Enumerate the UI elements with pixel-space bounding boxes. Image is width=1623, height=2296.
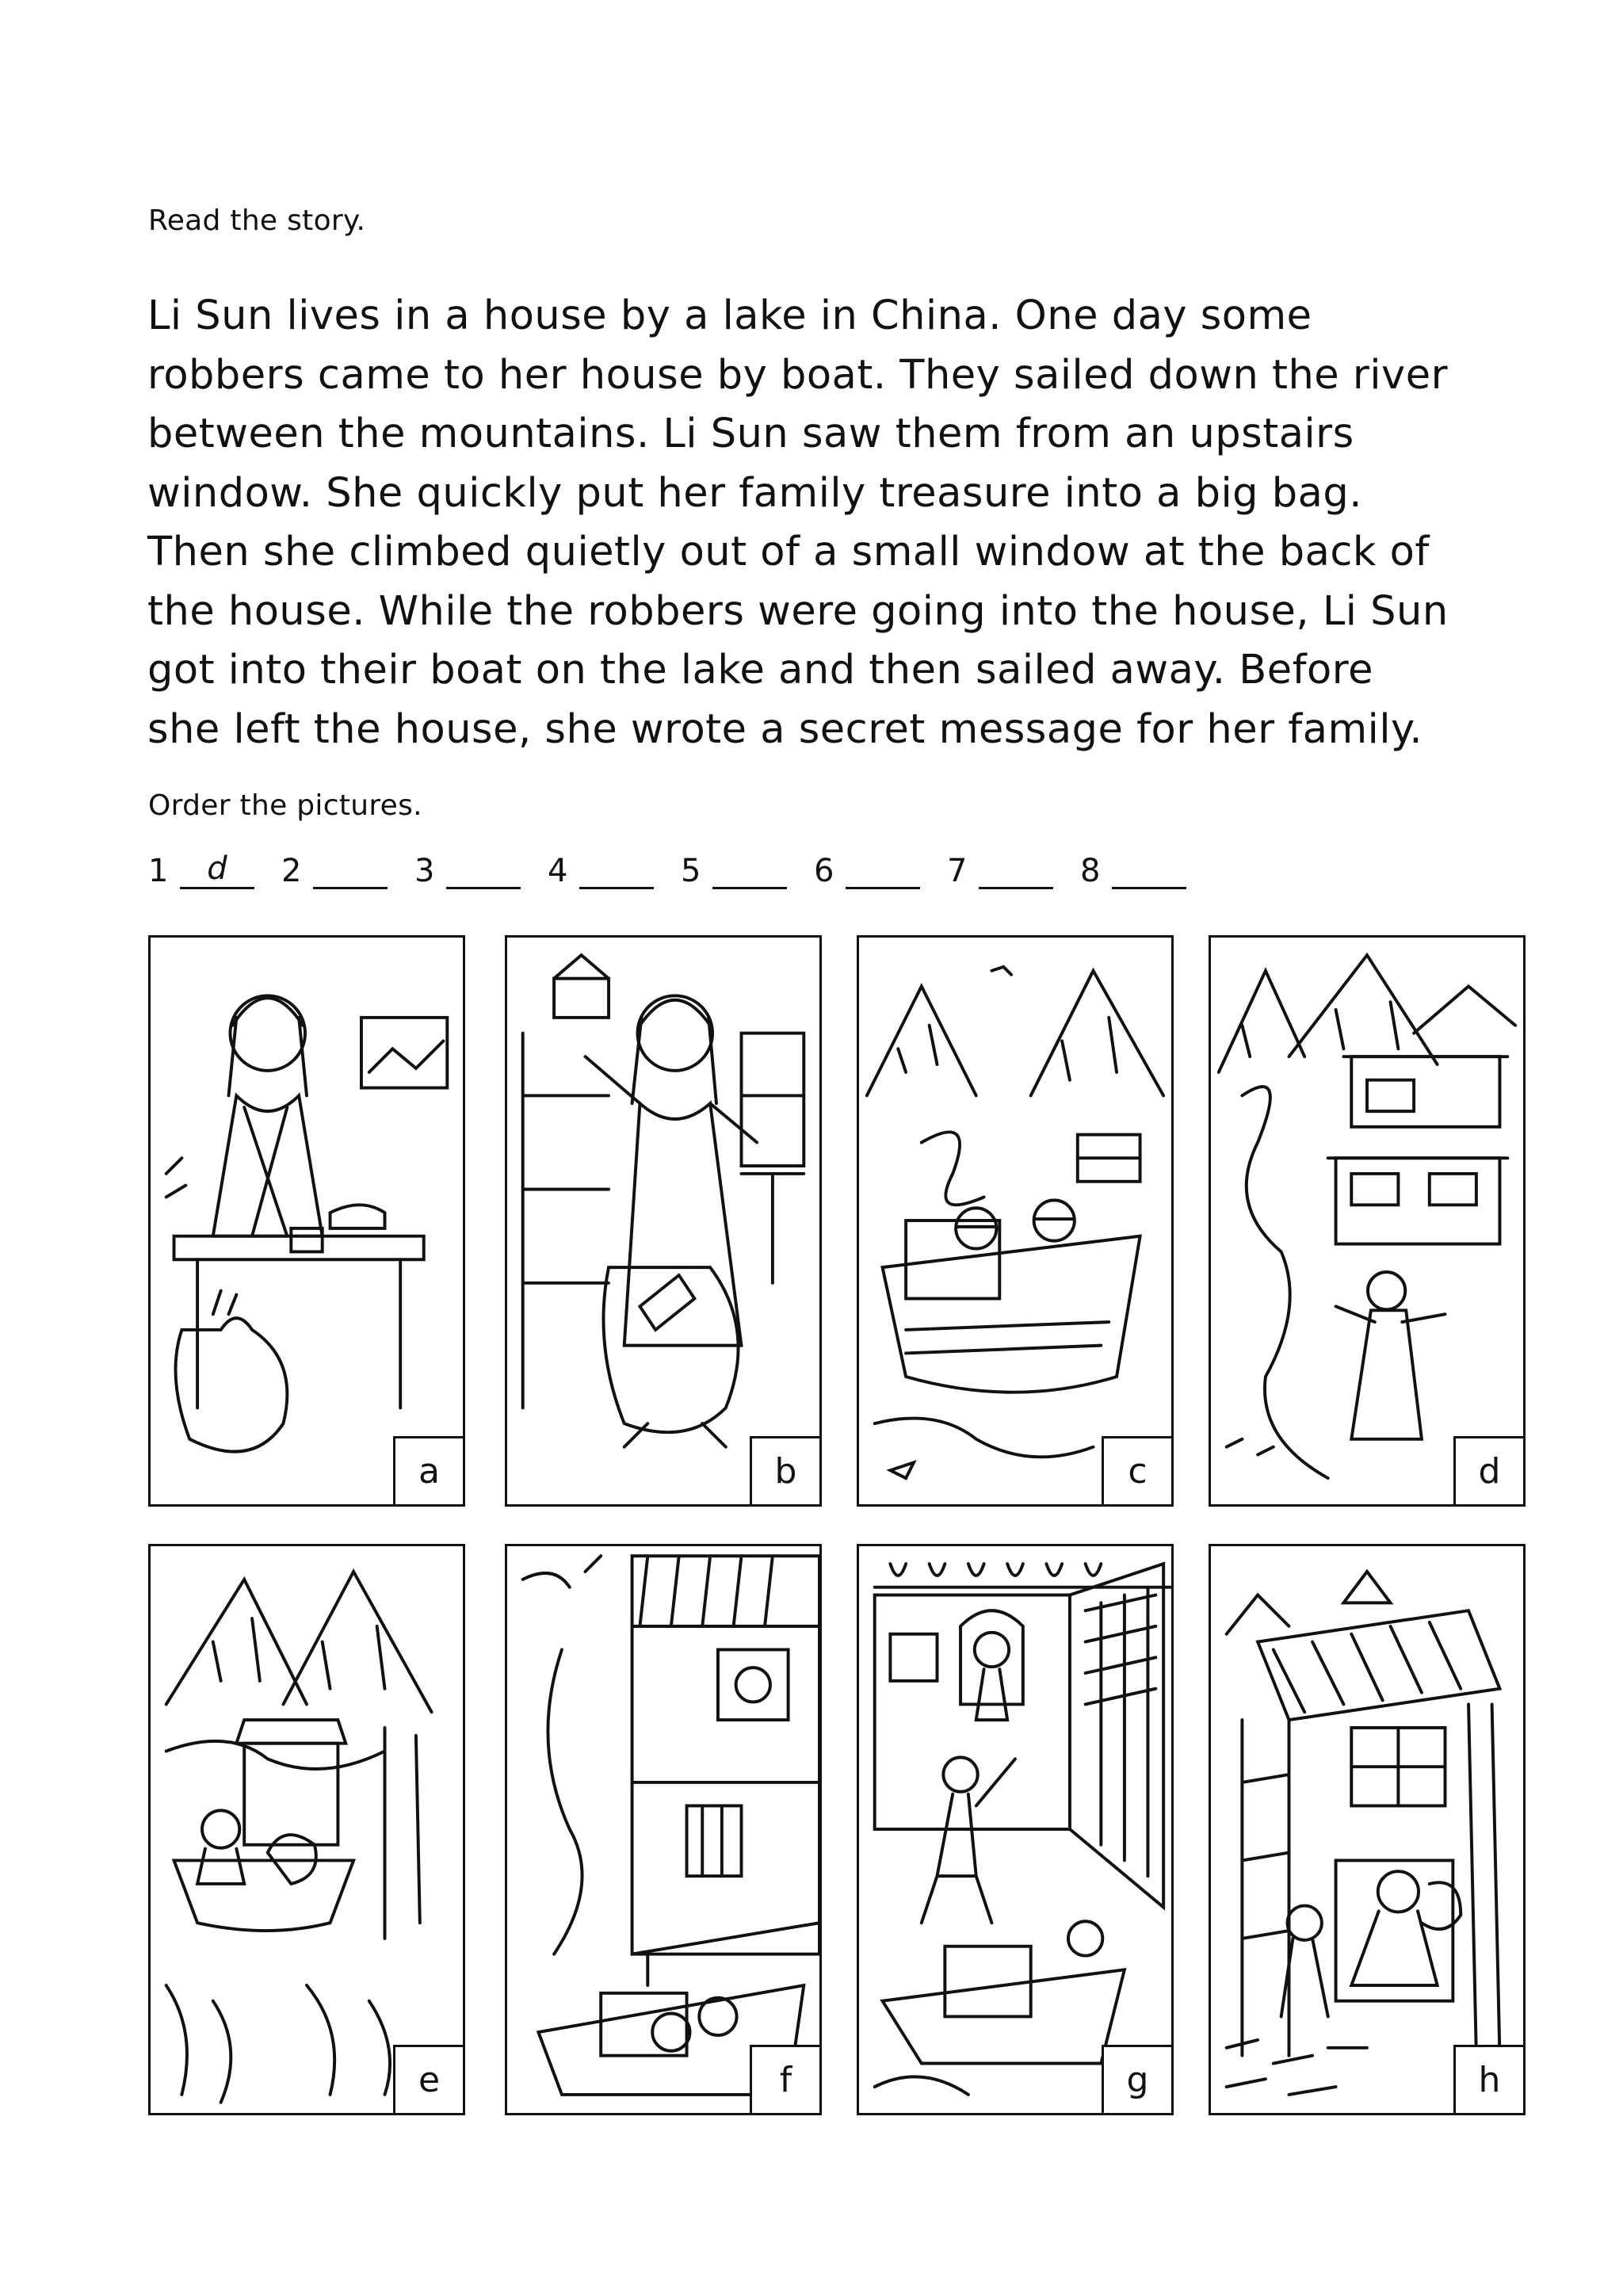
answer-number: 6: [814, 853, 834, 889]
answer-number: 8: [1080, 853, 1101, 889]
upstairs-window-illustration: [507, 1546, 819, 2113]
picture-label: e: [393, 2045, 463, 2113]
writing-message-illustration: [151, 938, 463, 1504]
answer-slot-7: [947, 853, 1053, 889]
story-line: Then she climbed quietly out of a small window at the back of: [147, 529, 1430, 575]
answer-slot-3: [414, 853, 521, 889]
packing-treasure-illustration: [507, 938, 819, 1504]
answer-blank[interactable]: [846, 855, 920, 889]
answer-number: 5: [681, 853, 701, 889]
climbing-out-illustration: [1211, 1546, 1523, 2113]
picture-panel-d: [1209, 935, 1526, 1507]
picture-label: f: [750, 2045, 819, 2113]
answer-slot-8: [1080, 853, 1186, 889]
story-line: window. She quickly put her family treasure into a big bag.: [147, 469, 1362, 517]
story-line: robbers came to her house by boat. They sailed down the river: [147, 351, 1449, 399]
picture-panel-b: [505, 935, 822, 1507]
answer-slot-6: [814, 853, 920, 889]
answer-number: 7: [947, 853, 968, 889]
picture-panel-f: [505, 1544, 822, 2115]
answer-blank[interactable]: [979, 855, 1053, 889]
picture-label: g: [1102, 2045, 1171, 2113]
answer-slot-1: [148, 850, 254, 889]
picture-panel-a: [148, 935, 465, 1507]
answer-slot-2: [281, 853, 388, 889]
answer-blank[interactable]: d: [180, 855, 254, 889]
answer-blank[interactable]: [1112, 855, 1186, 889]
house-by-lake-illustration: [1211, 938, 1523, 1504]
answer-number: 1: [148, 853, 169, 889]
story-line: got into their boat on the lake and then sailed away. Before: [147, 647, 1373, 693]
answer-slot-5: [681, 853, 787, 889]
instruction-order: Order the pictures.: [148, 789, 422, 822]
answer-row: [148, 850, 1213, 889]
story-line: between the mountains. Li Sun saw them from an upstairs: [147, 411, 1354, 457]
picture-label: c: [1102, 1436, 1171, 1504]
picture-panel-g: [857, 1544, 1174, 2115]
robbers-entering-illustration: [859, 1546, 1171, 2113]
answer-number: 3: [414, 853, 435, 889]
story-line: she left the house, she wrote a secret message for her family.: [147, 705, 1423, 753]
answer-slot-4: [548, 853, 654, 889]
picture-panel-e: [148, 1544, 465, 2115]
answer-blank[interactable]: [579, 855, 654, 889]
answer-blank[interactable]: [313, 855, 388, 889]
answer-number: 4: [548, 853, 568, 889]
picture-label: h: [1453, 2045, 1523, 2113]
story-line: Li Sun lives in a house by a lake in China. One day some: [147, 292, 1312, 339]
robbers-boat-illustration: [859, 938, 1171, 1504]
story-line: the house. While the robbers were going into the house, Li Sun: [147, 587, 1449, 635]
answer-number: 2: [281, 853, 302, 889]
picture-label: d: [1453, 1436, 1523, 1504]
picture-panel-c: [857, 935, 1174, 1507]
story-text: [147, 287, 1495, 759]
answer-blank[interactable]: [446, 855, 521, 889]
picture-panel-h: [1209, 1544, 1526, 2115]
sailing-away-illustration: [151, 1546, 463, 2113]
answer-blank[interactable]: [712, 855, 787, 889]
picture-label: b: [750, 1436, 819, 1504]
picture-label: a: [393, 1436, 463, 1504]
instruction-read: Read the story.: [148, 204, 366, 237]
